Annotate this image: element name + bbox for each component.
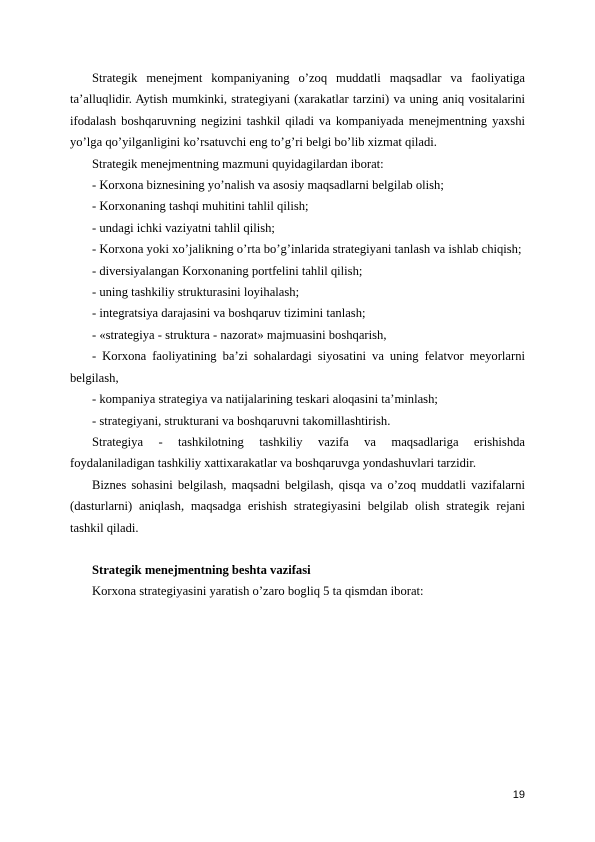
list-item: - Korxona biznesining yo’nalish va asosiy maqsadlarni belgilab olish;: [92, 178, 444, 193]
page-body: [70, 68, 525, 603]
list-item: - Korxona yoki xo’jalikning o’rta bo’g’inlarida strategiyani tanlash va ishlab chiqish;: [92, 242, 522, 257]
paragraph-after-heading: Korxona strategiyasini yaratish o’zaro bogliq 5 ta qismdan iborat:: [92, 584, 424, 599]
list-item: - uning tashkiliy strukturasini loyihalash;: [92, 285, 300, 300]
list-item: - undagi ichki vaziyatni tahlil qilish;: [92, 220, 275, 235]
paragraph-intro: Strategik menejment kompaniyaning o’zoq muddatli maqsadlar va faoliyatiga ta’alluqlidir. Aytish mumkinki, strategiyani (xarakatlar tarzini) va uning aniq vositalarini ifodalash boshqaruvning negizini tashkil qiladi va kompaniyada menejmentning yaxshi yo’lga qo’yilganligini ko’rsatuvchi eng to’g’ri belgi bo’lib xizmat qiladi.: [70, 71, 525, 150]
list-item: - Korxonaning tashqi muhitini tahlil qilish;: [92, 199, 309, 214]
list-item: - kompaniya strategiya va natijalarining teskari aloqasini ta’minlash;: [92, 392, 438, 407]
list-item: - strategiyani, strukturani va boshqaruvni takomillashtirish.: [92, 413, 391, 428]
section-heading: Strategik menejmentning beshta vazifasi: [92, 562, 311, 577]
list-item: - «strategiya - struktura - nazorat» majmuasini boshqarish,: [92, 327, 387, 342]
page-number: 19: [512, 789, 525, 801]
list-item: - diversiyalangan Korxonaning portfelini tahlil qilish;: [92, 263, 363, 278]
paragraph-strategic-plan: Biznes sohasini belgilash, maqsadni belgilash, qisqa va o’zoq muddatli vazifalarni (dasturlarni) aniqlash, maqsadga erishish strategiyasini belgilab olish strategik rejani tashkil qiladi.: [70, 477, 525, 535]
paragraph-strategy-definition: Strategiya - tashkilotning tashkiliy vazifa va maqsadlariga erishishda foydalaniladigan tashkiliy xattixarakatlar va boshqaruvga yondashuvlari tarzidir.: [70, 434, 525, 471]
list-item: - integratsiya darajasini va boshqaruv tizimini tanlash;: [92, 306, 366, 321]
paragraph-content-lead: Strategik menejmentning mazmuni quyidagilardan iborat:: [92, 156, 384, 171]
list-item: - Korxona faoliyatining ba’zi sohalardagi siyosatini va uning felatvor meyorlarni belgilash,: [70, 349, 525, 385]
